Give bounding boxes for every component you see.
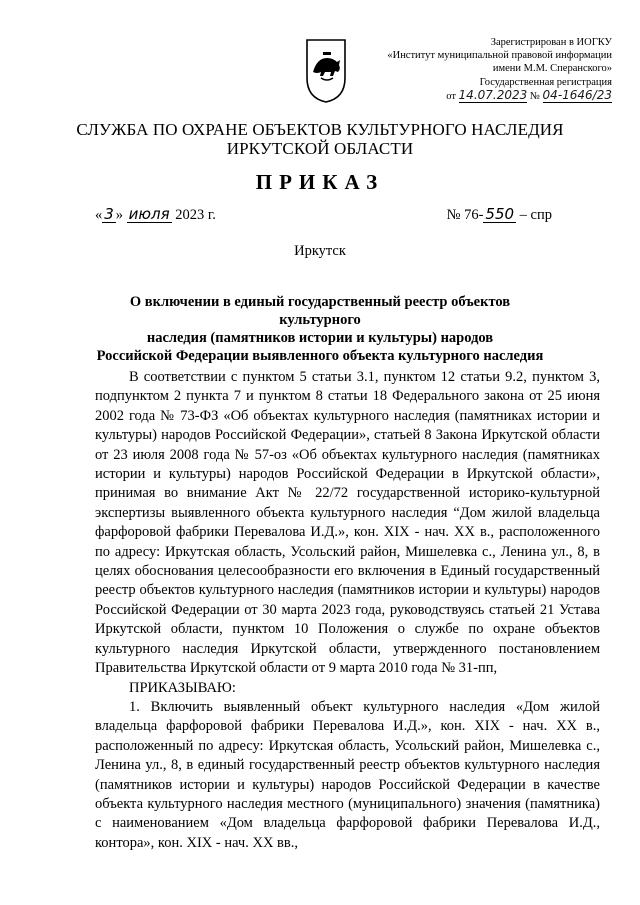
registration-details (352, 89, 612, 103)
order-number-handwritten: 550 (485, 205, 515, 223)
order-word: ПРИКАЗЫВАЮ: (129, 679, 236, 696)
registration-number: 04-1646/23 (542, 87, 612, 102)
date-number-row (95, 206, 552, 228)
subject-line-1: О включении в единый государственный реестр объектов культурного (129, 294, 511, 328)
order-day: 3 (104, 205, 114, 223)
order-number-suffix: – спр (519, 207, 552, 223)
registration-line-4: Государственная регистрация (479, 76, 612, 88)
order-month: июля (128, 205, 170, 223)
open-quote: « (95, 207, 103, 223)
city-name: Иркутск (294, 243, 346, 259)
order-number-prefix: № 76- (446, 207, 484, 223)
preamble-paragraph: В соответствии с пунктом 5 статьи 3.1, пунктом 12 статьи 9.2, пунктом 3, подпунктом 2 пункта 7 и пунктом 8 статьи 18 Федерального закона от 25 июня 2002 года № 73-ФЗ «Об объектах культурного наследия (памятниках истории и культуры) народов Российской Федерации», статьей 8 Закона Иркутской области от 23 июля 2008 года № 57-оз «Об объектах культурного наследия (памятниках истории и культуры) народов Российской Федерации в Иркутской области», принимая во внимание Акт № 22/72 государственной историко-культурной экспертизы выявленного объекта культурного наследия “Дом жилой владельца фарфоровой фабрики Перевалова И.Д.», кон. XIX - нач. XX в., расположенного по адресу: Иркутская область, Усольский район, Мишелевка с., Ленина ул., 8, в целях обоснования целесообразности его включения в Единый государственный реестр объектов культурного наследия (памятников истории и культуры) народов Российской Федерации от 30 марта 2023 года, руководствуясь статьей 21 Устава Иркутской области, пунктом 10 Положения о службе по охране объектов культурного наследия Иркутской области, утвержденного постановлением Правительства Иркутской области от 9 марта 2010 года № 31-пп, (95, 369, 600, 677)
order-item-1: 1. Включить выявленный объект культурного наследия «Дом жилой владельца фарфоровой фабрики Перевалова И.Д.», кон. XIX - нач. XX в., расположенный по адресу: Иркутская область, Усольский район, Мишелевка с., Ленина ул., 8, в единый государственный реестр объектов культурного наследия (памятников истории и культуры) народов Российской Федерации в качестве объекта культурного наследия местного (муниципального) значения (памятника) с наименованием «Дом владельца фарфоровой фабрики Перевалова И.Д., контора», кон. XIX - нач. XX вв., (95, 698, 600, 851)
order-body (95, 368, 600, 853)
subject-line-3: Российской Федерации выявленного объекта культурного наследия (96, 348, 544, 364)
document-type: ПРИКАЗ (255, 170, 385, 194)
registration-line-3: имени М.М. Сперанского» (492, 63, 612, 75)
registration-line-2: «Институт муниципальной правовой информации (387, 50, 612, 62)
organization-name (60, 120, 580, 158)
order-number (447, 206, 552, 224)
registration-date-prefix: от (446, 90, 456, 102)
order-date (95, 206, 216, 224)
registration-line-1: Зарегистрирован в ИОГКУ (490, 37, 612, 48)
organization-line-1: СЛУЖБА ПО ОХРАНЕ ОБЪЕКТОВ КУЛЬТУРНОГО НАСЛЕДИЯ (76, 120, 564, 139)
registration-date: 14.07.2023 (458, 87, 528, 102)
close-quote: » (115, 207, 124, 223)
order-year: 2023 г. (175, 207, 216, 223)
registration-number-prefix: № (529, 90, 540, 102)
coat-of-arms-icon (305, 38, 347, 104)
order-subject (95, 293, 545, 365)
subject-line-2: наследия (памятников истории и культуры) народов (146, 330, 494, 346)
organization-line-2: ИРКУТСКОЙ ОБЛАСТИ (226, 139, 414, 158)
registration-stamp (352, 36, 612, 103)
